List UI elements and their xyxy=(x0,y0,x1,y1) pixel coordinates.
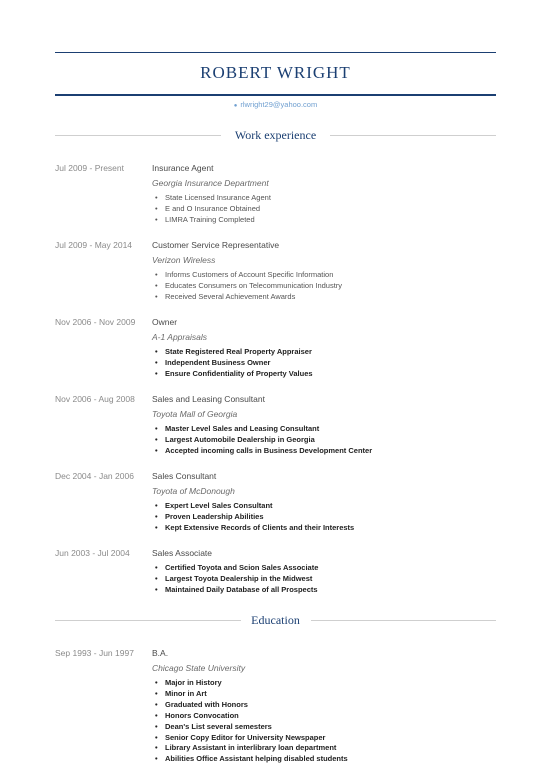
entry-body xyxy=(152,163,496,226)
entry-date: Jul 2009 - Present xyxy=(55,163,124,173)
divider-right xyxy=(311,620,496,621)
bullet-item: • Informs Customers of Account Specific Information xyxy=(152,270,496,281)
entry-body xyxy=(152,240,496,303)
entry-organization: Georgia Insurance Department xyxy=(152,178,269,188)
entry-date: Jun 2003 - Jul 2004 xyxy=(55,548,130,558)
contact-line xyxy=(55,100,496,109)
bullet-item: • Expert Level Sales Consultant xyxy=(152,501,496,512)
bullet-item: • E and O Insurance Obtained xyxy=(152,204,496,215)
bullet-item: • Certified Toyota and Scion Sales Associate xyxy=(152,563,496,574)
bullet-item: • Kept Extensive Records of Clients and their Interests xyxy=(152,523,496,534)
bullet-item: • Received Several Achievement Awards xyxy=(152,292,496,303)
entry-title: Owner xyxy=(152,317,178,327)
bullet-item: • Master Level Sales and Leasing Consultant xyxy=(152,424,496,435)
entry-title: Sales Consultant xyxy=(152,471,217,481)
section-title: Education xyxy=(251,613,300,627)
entry-body xyxy=(152,548,496,596)
entry-title: B.A. xyxy=(152,648,169,658)
bullet-item: • Graduated with Honors xyxy=(152,700,496,711)
entry-title: Customer Service Representative xyxy=(152,240,280,250)
entry-bullets xyxy=(152,563,496,596)
entry-body xyxy=(152,317,496,380)
entry-organization: Toyota Mall of Georgia xyxy=(152,409,238,419)
entry-body xyxy=(152,471,496,534)
entry-body xyxy=(152,648,496,765)
bullet-item: • Maintained Daily Database of all Prospects xyxy=(152,585,496,596)
entry-bullets xyxy=(152,501,496,534)
entry-organization: A-1 Appraisals xyxy=(152,332,207,342)
bullet-item: • State Licensed Insurance Agent xyxy=(152,193,496,204)
bullet-item: • Educates Consumers on Telecommunication Industry xyxy=(152,281,496,292)
entry-date: Dec 2004 - Jan 2006 xyxy=(55,471,134,481)
bullet-item: • Proven Leadership Abilities xyxy=(152,512,496,523)
entry-title: Sales Associate xyxy=(152,548,213,558)
bullet-item: • Ensure Confidentiality of Property Values xyxy=(152,369,496,380)
top-rule xyxy=(55,52,496,53)
bullet-item: • Abilities Office Assistant helping disabled students xyxy=(152,754,496,765)
entry-date: Jul 2009 - May 2014 xyxy=(55,240,133,250)
bullet-item: • Minor in Art xyxy=(152,689,496,700)
entry-date: Nov 2006 - Aug 2008 xyxy=(55,394,135,404)
work-experience-heading xyxy=(55,128,496,142)
entry-organization: Chicago State University xyxy=(152,663,246,673)
candidate-name: ROBERT WRIGHT xyxy=(200,63,351,82)
bullet-item: • Major in History xyxy=(152,678,496,689)
education-heading xyxy=(55,613,496,627)
entry-bullets xyxy=(152,424,496,457)
bullet-item: • LIMRA Training Completed xyxy=(152,215,496,226)
divider-right xyxy=(330,135,496,136)
bullet-item: • Independent Business Owner xyxy=(152,358,496,369)
entry-bullets xyxy=(152,678,496,765)
entry-bullets xyxy=(152,270,496,303)
bullet-item: • Largest Automobile Dealership in Georgia xyxy=(152,435,496,446)
bullet-item: • Dean's List several semesters xyxy=(152,722,496,733)
entry-date: Sep 1993 - Jun 1997 xyxy=(55,648,134,658)
section-title: Work experience xyxy=(234,128,317,142)
email-link[interactable]: rlwright29@yahoo.com xyxy=(240,100,318,109)
entry-bullets xyxy=(152,193,496,226)
bullet-item: • State Registered Real Property Appraiser xyxy=(152,347,496,358)
bullet-item: • Largest Toyota Dealership in the Midwest xyxy=(152,574,496,585)
entry-bullets xyxy=(152,347,496,380)
bullet-icon: ● xyxy=(233,103,238,109)
entry-body xyxy=(152,394,496,457)
bullet-item: • Honors Convocation xyxy=(152,711,496,722)
bullet-item: • Accepted incoming calls in Business Development Center xyxy=(152,446,496,457)
entry-date: Nov 2006 - Nov 2009 xyxy=(55,317,136,327)
entry-organization: Toyota of McDonough xyxy=(152,486,235,496)
entry-organization: Verizon Wireless xyxy=(152,255,216,265)
entry-title: Insurance Agent xyxy=(152,163,214,173)
bullet-item: • Senior Copy Editor for University Newspaper xyxy=(152,733,496,744)
bullet-item: • Library Assistant in interlibrary loan department xyxy=(152,743,496,754)
entry-title: Sales and Leasing Consultant xyxy=(152,394,265,404)
header-rule xyxy=(55,94,496,96)
